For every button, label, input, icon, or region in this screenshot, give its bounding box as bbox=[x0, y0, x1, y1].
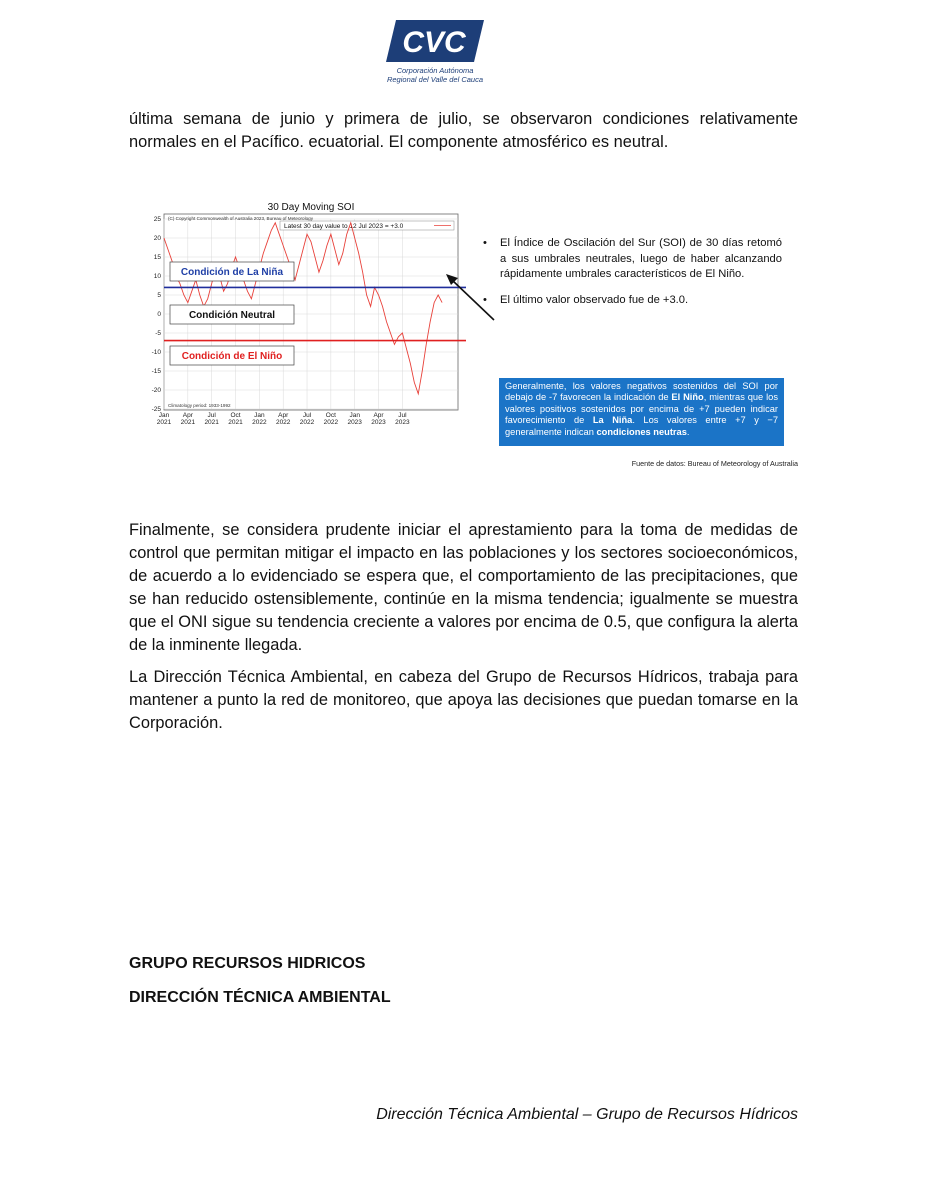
page-footer: Dirección Técnica Ambiental – Grupo de Recursos Hídricos bbox=[376, 1106, 798, 1123]
logo-subtitle bbox=[370, 66, 500, 84]
info-el-nino: El Niño bbox=[671, 392, 704, 403]
y-tick-label: 15 bbox=[153, 254, 161, 261]
paragraph-2: Finalmente, se considera prudente iniciar el aprestamiento para la toma de medidas de control que permitan mitigar el impacto en las poblaciones y los sectores socioeconómicos, de acuerdo a lo evidenciado se espera que, el comportamiento de las precipitaciones, que se han reducido ostensiblemente, continúe en la misma tendencia; igualmente se muestra que el ONI sigue su tendencia creciente a valores por encima de 0.5, que configura la alerta de la inminente llegada. bbox=[129, 521, 798, 654]
x-tick-month: Oct bbox=[230, 412, 241, 419]
x-tick-month: Jul bbox=[207, 412, 216, 419]
soi-chart bbox=[148, 198, 466, 430]
y-tick-label: -5 bbox=[155, 330, 161, 337]
intro-paragraph: última semana de junio y primera de julio, se observaron condiciones relativamente normales en el Pacífico. ecuatorial. El componente atmosférico es neutral. bbox=[129, 110, 798, 151]
y-tick-label: 25 bbox=[153, 216, 161, 223]
source-note: Fuente de datos: Bureau of Meteorology of Australia bbox=[631, 459, 798, 468]
info-text: Generalmente, los valores negativos sostenidos del SOI por debajo de -7 favorecen la indicación de bbox=[505, 381, 778, 403]
y-tick-label: 20 bbox=[153, 235, 161, 242]
info-text: . bbox=[686, 426, 690, 437]
info-text: , mientras que los valores positivos sostenidos por encima de +7 pueden indicar favorecimiento de bbox=[505, 392, 778, 426]
condition-label: Condición Neutral bbox=[188, 310, 276, 321]
x-tick-year: 2023 bbox=[371, 419, 386, 426]
y-tick-label: -20 bbox=[151, 387, 161, 394]
chart-title: 30 Day Moving SOI bbox=[267, 202, 355, 213]
x-tick-month: Jan bbox=[349, 412, 360, 419]
x-tick-month: Jul bbox=[302, 412, 312, 419]
logo-subtitle-line-1: Corporación Autónoma bbox=[396, 66, 474, 75]
x-tick-year: 2022 bbox=[275, 419, 291, 426]
x-tick-month: Oct bbox=[325, 412, 336, 419]
y-tick-label: 0 bbox=[157, 311, 161, 318]
info-la-nina: La Niña bbox=[592, 415, 633, 426]
x-tick-year: 2021 bbox=[228, 419, 243, 426]
x-tick-month: Apr bbox=[373, 412, 384, 419]
x-tick-month: Jul bbox=[398, 412, 407, 419]
climatology-note: Climatology period: 1933-1992 bbox=[168, 403, 231, 408]
y-tick-label: 5 bbox=[157, 292, 161, 299]
y-tick-label: -10 bbox=[151, 349, 161, 356]
x-tick-year: 2021 bbox=[156, 419, 172, 426]
cvc-logo-graphic bbox=[386, 20, 484, 62]
x-tick-year: 2022 bbox=[323, 419, 339, 426]
bullet-item: • El Índice de Oscilación del Sur (SOI) de 30 días retomó a sus umbrales neutrales, luego de haber alcanzando rápidamente umbrales característicos de El Niño. bbox=[480, 236, 782, 283]
x-tick-year: 2022 bbox=[299, 419, 315, 426]
x-tick-year: 2021 bbox=[180, 419, 196, 426]
y-tick-label: 10 bbox=[153, 273, 161, 280]
info-box bbox=[499, 378, 784, 446]
y-tick-label: -15 bbox=[151, 368, 161, 375]
x-tick-month: Jan bbox=[254, 412, 265, 419]
y-tick-label: -25 bbox=[151, 406, 161, 413]
x-tick-year: 2023 bbox=[347, 419, 362, 426]
x-tick-month: Apr bbox=[182, 412, 193, 419]
soi-chart-svg bbox=[148, 198, 466, 430]
x-tick-year: 2023 bbox=[395, 419, 410, 426]
x-tick-month: Jan bbox=[158, 412, 170, 419]
info-text: . Los valores entre +7 y −7 generalmente indican bbox=[505, 415, 778, 437]
x-tick-month: Apr bbox=[278, 412, 289, 419]
logo-text: CVC bbox=[402, 26, 466, 59]
info-neutral: condiciones neutras bbox=[596, 426, 687, 437]
paragraph-3: La Dirección Técnica Ambiental, en cabeza del Grupo de Recursos Hídricos, trabaja para mantener a punto la red de monitoreo, que apoya las decisiones que puedan tomarse en la Corporación. bbox=[129, 668, 798, 732]
cvc-logo bbox=[386, 20, 484, 62]
signature-direction: DIRECCIÓN TÉCNICA AMBIENTAL bbox=[129, 989, 391, 1006]
bullet-item: • El último valor observado fue de +3.0. bbox=[480, 293, 782, 309]
logo-subtitle-line-2: Regional del Valle del Cauca bbox=[386, 75, 484, 84]
condition-label: Condición de El Niño bbox=[181, 351, 283, 362]
soi-bullets bbox=[480, 236, 782, 308]
signature-group: GRUPO RECURSOS HIDRICOS bbox=[129, 955, 366, 972]
condition-label: Condición de La Niña bbox=[180, 267, 284, 278]
x-tick-year: 2021 bbox=[204, 419, 219, 426]
x-tick-year: 2022 bbox=[252, 419, 267, 426]
chart-legend: Latest 30 day value to 12 Jul 2023 = +3.0 bbox=[284, 223, 404, 230]
chart-copyright: (C) Copyright Commonwealth of Australia 2023, Bureau of Meteorology bbox=[168, 216, 314, 221]
